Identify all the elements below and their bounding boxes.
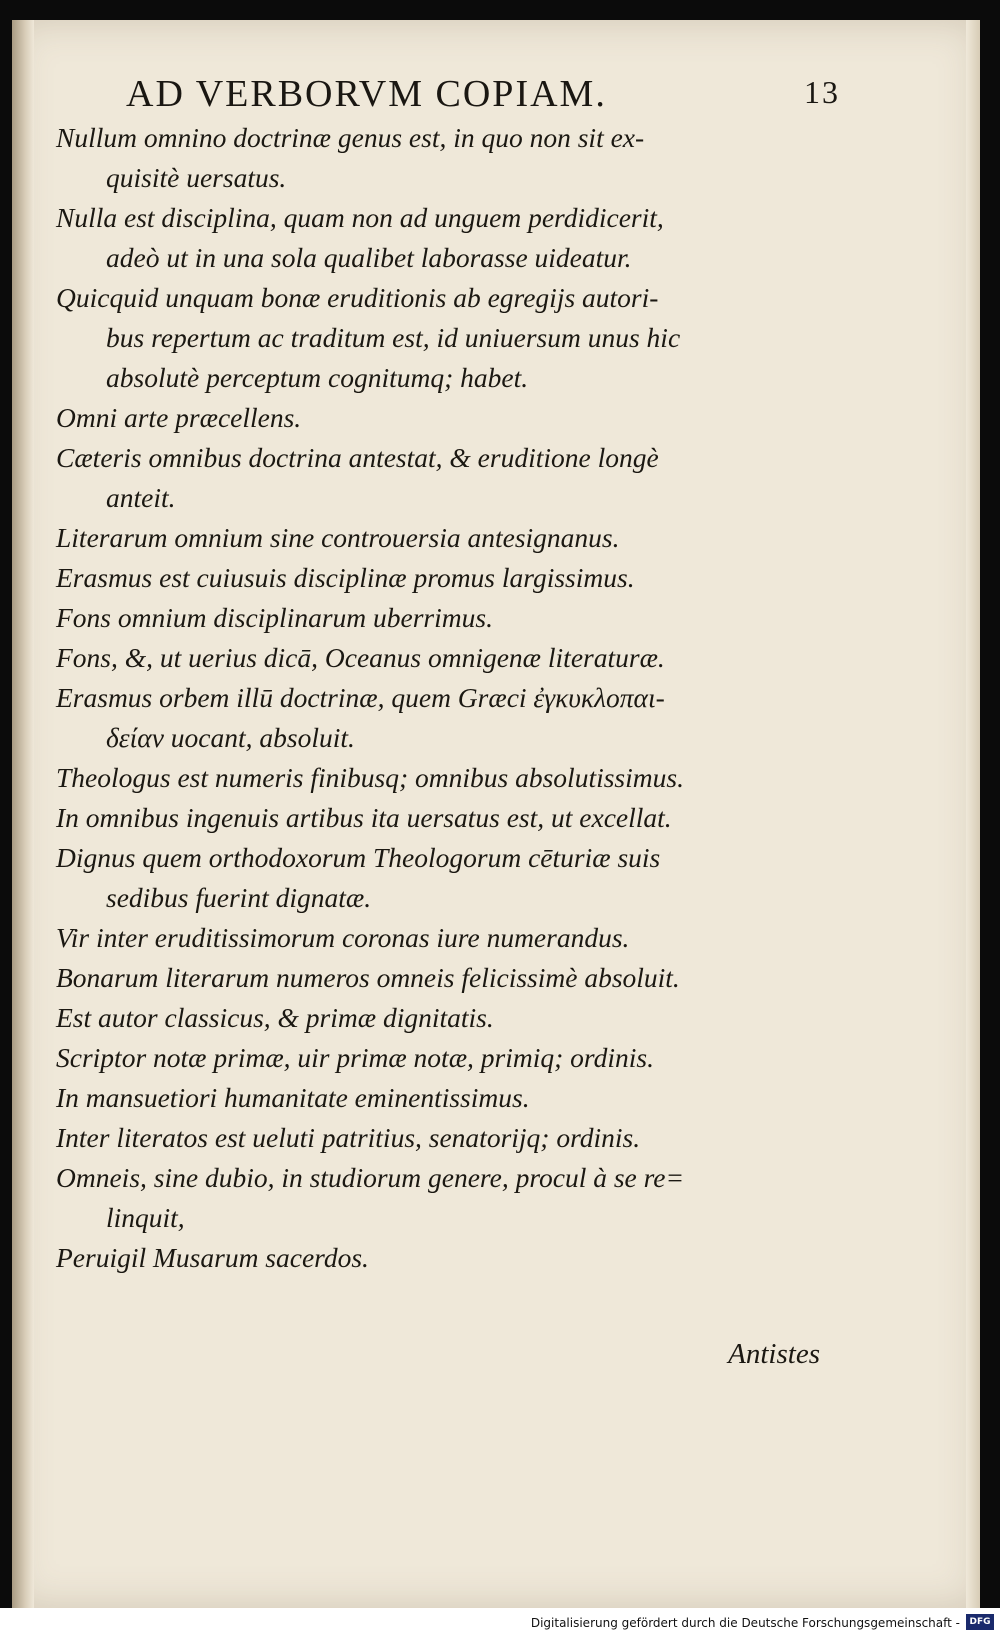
continuation-line: quisitè uersatus. (106, 162, 287, 193)
page-edge (966, 20, 980, 1608)
continuation-line: sedibus fuerint dignatæ. (106, 882, 372, 913)
text-entry (56, 1118, 816, 1158)
text-entry (56, 798, 816, 838)
entry-line: Omni arte præcellens. (56, 402, 302, 433)
text-entry (56, 278, 816, 398)
text-entry (56, 1078, 816, 1118)
entry-line: Literarum omnium sine controuersia antesignanus. (56, 522, 620, 553)
entry-line: Est autor classicus, & primæ dignitatis. (56, 1002, 494, 1033)
continuation-line: δείαν uocant, absoluit. (106, 722, 355, 753)
dfg-logo-icon: DFG (966, 1614, 994, 1630)
entry-line: In mansuetiori humanitate eminentissimus. (56, 1082, 530, 1113)
continuation-line: adeò ut in una sola qualibet laborasse uideatur. (106, 242, 632, 273)
entry-line: Peruigil Musarum sacerdos. (56, 1242, 369, 1273)
text-entry (56, 598, 816, 638)
footer-bar (0, 1608, 1000, 1634)
text-entry (56, 1158, 816, 1238)
entry-line: Erasmus orbem illū doctrinæ, quem Græci ἐγκυκλοπαι- (56, 682, 665, 713)
entry-line: Quicquid unquam bonæ eruditionis ab egregijs autori- (56, 282, 659, 313)
entry-line: Theologus est numeris finibusq; omnibus absolutissimus. (56, 762, 684, 793)
page-number: 13 (804, 74, 840, 110)
text-body (56, 118, 816, 1278)
text-entry (56, 398, 816, 438)
continuation-line: anteit. (106, 482, 176, 513)
entry-line: Fons, &, ut uerius dicā, Oceanus omnigenæ literaturæ. (56, 642, 665, 673)
text-entry (56, 198, 816, 278)
entry-line: Vir inter eruditissimorum coronas iure numerandus. (56, 922, 630, 953)
book-spine-shadow (12, 20, 34, 1608)
continuation-line: absolutè perceptum cognitumq; habet. (106, 362, 529, 393)
text-entry (56, 918, 816, 958)
text-entry (56, 1238, 816, 1278)
entry-line: Inter literatos est ueluti patritius, senatorijq; ordinis. (56, 1122, 641, 1153)
text-entry (56, 678, 816, 758)
entry-line: Fons omnium disciplinarum uberrimus. (56, 602, 493, 633)
continuation-line: linquit, (106, 1202, 185, 1233)
entry-line: In omnibus ingenuis artibus ita uersatus est, ut excellat. (56, 802, 672, 833)
text-entry (56, 438, 816, 518)
entry-line: Nulla est disciplina, quam non ad unguem perdidicerit, (56, 202, 664, 233)
entry-line: Bonarum literarum numeros omneis felicissimè absoluit. (56, 962, 680, 993)
entry-line: Nullum omnino doctrinæ genus est, in quo non sit ex- (56, 122, 645, 153)
catchword: Antistes (728, 1338, 820, 1370)
text-entry (56, 838, 816, 918)
text-entry (56, 558, 816, 598)
entry-line: Dignus quem orthodoxorum Theologorum cēturiæ suis (56, 842, 661, 873)
text-entry (56, 118, 816, 198)
text-entry (56, 998, 816, 1038)
text-entry (56, 518, 816, 558)
continuation-line: bus repertum ac traditum est, id uniuersum unus hic (106, 322, 681, 353)
funding-credit: Digitalisierung gefördert durch die Deutsche Forschungsgemeinschaft - (530, 1616, 960, 1630)
entry-line: Scriptor notæ primæ, uir primæ notæ, primiq; ordinis. (56, 1042, 654, 1073)
text-entry (56, 758, 816, 798)
entry-line: Erasmus est cuiusuis disciplinæ promus largissimus. (56, 562, 635, 593)
text-entry (56, 638, 816, 678)
entry-line: Cæteris omnibus doctrina antestat, & eruditione longè (56, 442, 659, 473)
entry-line: Omneis, sine dubio, in studiorum genere, procul à se re= (56, 1162, 685, 1193)
running-title: AD VERBORVM COPIAM. (126, 73, 607, 115)
text-entry (56, 958, 816, 998)
text-entry (56, 1038, 816, 1078)
